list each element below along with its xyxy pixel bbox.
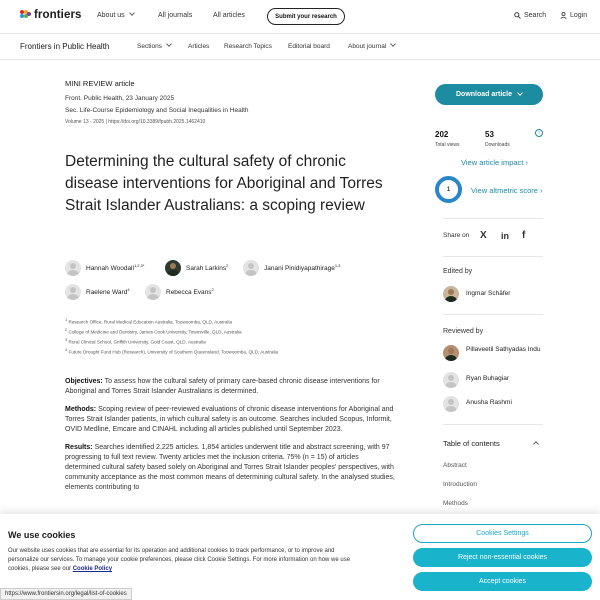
author-name: Hannah Woodall$^{1,2,3*}$ [86, 263, 145, 273]
cookies-settings-button[interactable]: Cookies Settings [413, 524, 592, 543]
nav-about-us-label: About us [97, 12, 125, 19]
user-icon [560, 12, 567, 19]
reject-cookies-button[interactable]: Reject non-essential cookies [413, 548, 592, 567]
download-article-button[interactable] [435, 84, 543, 105]
author-item[interactable] [165, 260, 228, 276]
abstract-results: Results: Searches identified 2,225 articles. 1,854 articles underwent title and abstract screening, with 97 progressing to full text review. Twenty articles met the inclusion criteria. 75% (n = 15) of articles determined cultural safety based solely on Aboriginal and Torres Strait Islander peoples' perspectives, with community acceptance as the most common means of determining cultural safety. In the analysed studies, elements contributing to [65, 444, 395, 491]
chevron-down-icon [129, 10, 135, 16]
top-navigation [0, 0, 600, 34]
nav-editorial-board[interactable]: Editorial board [288, 43, 330, 50]
journal-name[interactable]: Frontiers in Public Health [20, 42, 110, 51]
affiliation-item: $^4$ Future Drought Fund Hub (Research), University of Southern Queensland, Toowoomba, QLD, Australia [65, 347, 279, 355]
reviewer-item[interactable] [443, 396, 512, 412]
reviewer-item[interactable] [443, 345, 551, 361]
nav-all-journals[interactable]: All journals [158, 12, 193, 19]
abstract-objectives: Objectives: To assess how the cultural safety of primary care-based chronic disease interventions for Aboriginal and Torres Strait Islander Australians is determined. [65, 378, 380, 395]
nav-about-journal[interactable] [348, 43, 395, 50]
accept-cookies-button[interactable]: Accept cookies [413, 572, 592, 591]
downloads-label: Downloads [485, 142, 510, 148]
chevron-down-icon [166, 41, 172, 47]
view-altmetric-link[interactable] [471, 186, 543, 195]
search-icon [514, 12, 521, 19]
affiliation-item: $^2$ College of Medicine and Dentistry, James Cook University, Townsville, QLD, Australia [65, 327, 242, 335]
nav-research-topics[interactable]: Research Topics [224, 43, 272, 50]
reviewer-name: Anusha Rashmi [466, 399, 512, 406]
facebook-icon[interactable]: f [522, 230, 526, 241]
frontiers-logo[interactable] [20, 9, 82, 21]
reviewer-name: Pillaveetil Sathyadas Indu [466, 346, 541, 353]
article-citation: Front. Public Health, 23 January 2025 [65, 95, 175, 102]
avatar [443, 345, 459, 361]
reviewed-by-heading: Reviewed by [443, 328, 484, 335]
chevron-down-icon [390, 41, 396, 47]
chevron-right-icon: › [540, 186, 543, 195]
chevron-up-icon [533, 441, 539, 447]
reviewer-item[interactable] [443, 372, 509, 388]
divider [443, 256, 543, 257]
avatar [443, 286, 459, 302]
avatar [165, 260, 181, 276]
article-doi[interactable]: Volume 13 - 2025 | https://doi.org/10.3389/fpubh.2025.1462410 [65, 119, 206, 125]
x-twitter-icon[interactable]: X [480, 230, 487, 241]
login-button[interactable] [560, 12, 587, 19]
author-name: Rebecca Evans$^2$ [166, 287, 214, 297]
nav-sections[interactable] [137, 43, 171, 50]
avatar [145, 284, 161, 300]
affiliation-item: $^3$ Rural Clinical School, Griffith University, Gold Coast, QLD, Australia [65, 337, 206, 345]
logo-text: frontiers [34, 9, 82, 21]
abstract [65, 377, 395, 501]
avatar [443, 372, 459, 388]
chevron-right-icon: › [525, 158, 528, 167]
cookie-body: Our website uses cookies that are essential for its operation and additional cookies to track performance, or to improve and personalize our services. To manage your cookie preferences, please click Cookie Settings. For more information on how we use cookies, please see our [8, 548, 351, 572]
altmetric-badge[interactable]: 1 [435, 176, 462, 203]
total-views-count: 202 [435, 130, 449, 139]
article-title: Determining the cultural safety of chronic disease interventions for Aboriginal and Torres Strait Islander Australians: a scoping review [65, 153, 383, 214]
table-of-contents-toggle[interactable] [443, 439, 543, 448]
chevron-down-icon [517, 90, 523, 96]
affiliation-item: $^1$ Research Office, Rural Medical Education Australia, Toowoomba, QLD, Australia [65, 317, 233, 325]
reviewer-name: Ryan Buhagiar [466, 375, 509, 382]
toc-item-abstract[interactable]: Abstract [443, 462, 467, 469]
altmetric-label: View altmetric score [471, 186, 538, 195]
search-label: Search [524, 12, 547, 19]
author-item[interactable] [65, 260, 144, 276]
toc-item-introduction[interactable]: Introduction [443, 481, 477, 488]
author-name: Sarah Larkins$^2$ [186, 263, 229, 273]
divider [443, 314, 543, 315]
nav-about-journal-label: About journal [348, 43, 387, 50]
toc-item-methods[interactable]: Methods [443, 500, 468, 507]
editor-name: Ingmar Schäfer [466, 290, 511, 297]
downloads-count: 53 [485, 130, 494, 139]
avatar [243, 260, 259, 276]
author-name: Janani Pinidiyapathirage$^{1,3}$ [264, 263, 341, 273]
cookie-policy-link[interactable]: Cookie Policy [72, 566, 113, 572]
status-bar-url: https://www.frontiersin.org/legal/list-of-cookies [0, 588, 132, 600]
avatar [443, 396, 459, 412]
avatar [65, 260, 81, 276]
abstract-methods: Methods: Scoping review of peer-reviewed evaluations of chronic disease interventions for Aboriginal and Torres Strait Islander patients, in which cultural safety is an outcome. Searches included Scopus, Informit, OVID Medline, Emcare and CINAHL including all articles published until September 2023. [65, 406, 394, 433]
author-name: Raelene Ward$^4$ [86, 287, 130, 297]
login-label: Login [570, 12, 588, 19]
nav-about-us[interactable] [97, 12, 134, 19]
share-label: Share on [443, 232, 470, 239]
toc-label: Table of contents [443, 439, 500, 448]
avatar [65, 284, 81, 300]
affiliations [65, 316, 278, 356]
nav-articles[interactable]: Articles [188, 43, 210, 50]
editor-item[interactable] [443, 286, 510, 302]
cookie-text [8, 547, 353, 574]
divider [443, 424, 543, 425]
cookie-title: We use cookies [8, 530, 76, 540]
journal-navigation [0, 34, 600, 60]
logo-mark-icon [20, 10, 31, 21]
submit-research-button[interactable]: Submit your research [267, 8, 345, 25]
edited-by-heading: Edited by [443, 268, 473, 275]
article-section[interactable]: Sec. Life-Course Epidemiology and Social Inequalities in Health [65, 107, 249, 114]
view-article-impact-link[interactable] [461, 158, 528, 167]
divider [443, 218, 543, 219]
linkedin-icon[interactable]: in [501, 231, 509, 241]
impact-label: View article impact [461, 158, 524, 167]
download-label: Download article [455, 91, 512, 98]
nav-all-articles[interactable]: All articles [213, 12, 245, 19]
search-button[interactable] [514, 12, 546, 19]
nav-sections-label: Sections [137, 43, 162, 50]
author-item[interactable] [65, 284, 130, 300]
info-icon[interactable]: i [535, 129, 543, 137]
author-item[interactable] [145, 284, 214, 300]
total-views-label: Total views [435, 142, 460, 148]
author-item[interactable] [243, 260, 340, 276]
article-type: MINI REVIEW article [65, 79, 135, 88]
